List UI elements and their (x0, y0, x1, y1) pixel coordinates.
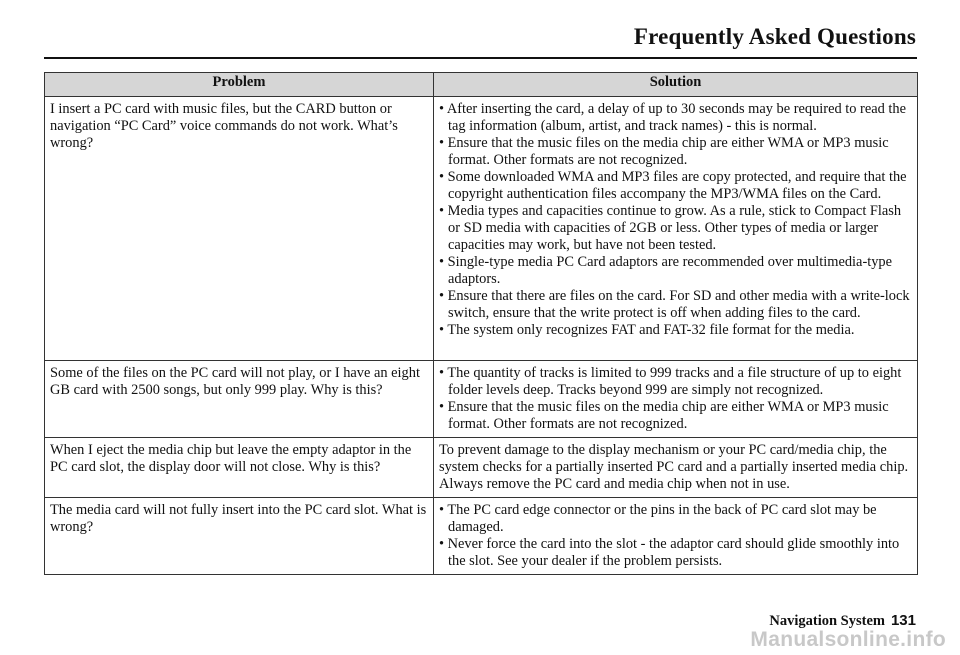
problem-text: Some of the files on the PC card will not play, or I have an eight GB card with 2500 songs, but only 999 play. Why is this? (50, 365, 420, 398)
problem-cell (45, 361, 434, 438)
solution-cell (434, 498, 918, 575)
solution-item: • Some downloaded WMA and MP3 files are copy protected, and require that the copyright authentication files accompany the MP3/WMA files on the Card. (439, 169, 907, 202)
solution-item: • Never force the card into the slot - the adaptor card should glide smoothly into the slot. See your dealer if the problem persists. (439, 536, 900, 569)
solution-cell (434, 97, 918, 361)
problem-text: When I eject the media chip but leave the empty adaptor in the PC card slot, the display door will not close. Why is this? (50, 442, 412, 475)
table-header-row (45, 73, 918, 97)
solution-cell (434, 438, 918, 498)
faq-table (44, 72, 918, 575)
title-divider (44, 57, 917, 59)
problem-text: The media card will not fully insert into the PC card slot. What is wrong? (50, 502, 427, 535)
solution-item: To prevent damage to the display mechanism or your PC card/media chip, the system checks for a partially inserted PC card and a partially inserted media chip. Always remove the PC card and media chip when not in use. (439, 442, 909, 492)
column-header-problem: Problem (45, 73, 434, 97)
table-row (45, 438, 918, 498)
watermark: Manualsonline.info (750, 628, 946, 651)
solution-item: • Media types and capacities continue to grow. As a rule, stick to Compact Flash or SD media with capacities of 2GB or less. Other types of media or larger capacities may work, but have not been tested. (439, 203, 902, 253)
solution-item: • Ensure that the music files on the media chip are either WMA or MP3 music format. Other formats are not recognized. (439, 135, 889, 168)
footer-section-name: Navigation System (769, 613, 885, 629)
solution-item: • Ensure that the music files on the media chip are either WMA or MP3 music format. Other formats are not recognized. (439, 399, 889, 432)
problem-cell (45, 498, 434, 575)
solution-cell (434, 361, 918, 438)
solution-item: • The PC card edge connector or the pins in the back of PC card slot may be damaged. (439, 502, 877, 535)
table-row (45, 361, 918, 438)
solution-item: • After inserting the card, a delay of up to 30 seconds may be required to read the tag information (album, artist, and track names) - this is normal. (439, 101, 906, 134)
column-header-solution: Solution (434, 73, 918, 97)
table-row (45, 498, 918, 575)
solution-item: • Ensure that there are files on the card. For SD and other media with a write-lock switch, ensure that the write protect is off when adding files to the card. (439, 288, 910, 321)
solution-item: • Single-type media PC Card adaptors are recommended over multimedia-type adaptors. (439, 254, 893, 287)
solution-item: • The system only recognizes FAT and FAT-32 file format for the media. (439, 322, 855, 338)
solution-item: • The quantity of tracks is limited to 999 tracks and a file structure of up to eight folder levels deep. Tracks beyond 999 are simply not recognized. (439, 365, 902, 398)
page-number: 131 (890, 612, 916, 629)
table-row (45, 97, 918, 361)
problem-cell (45, 97, 434, 361)
problem-cell (45, 438, 434, 498)
page-title: Frequently Asked Questions (633, 24, 916, 49)
problem-text: I insert a PC card with music files, but the CARD button or navigation “PC Card” voice commands do not work. What’s wrong? (50, 101, 398, 151)
